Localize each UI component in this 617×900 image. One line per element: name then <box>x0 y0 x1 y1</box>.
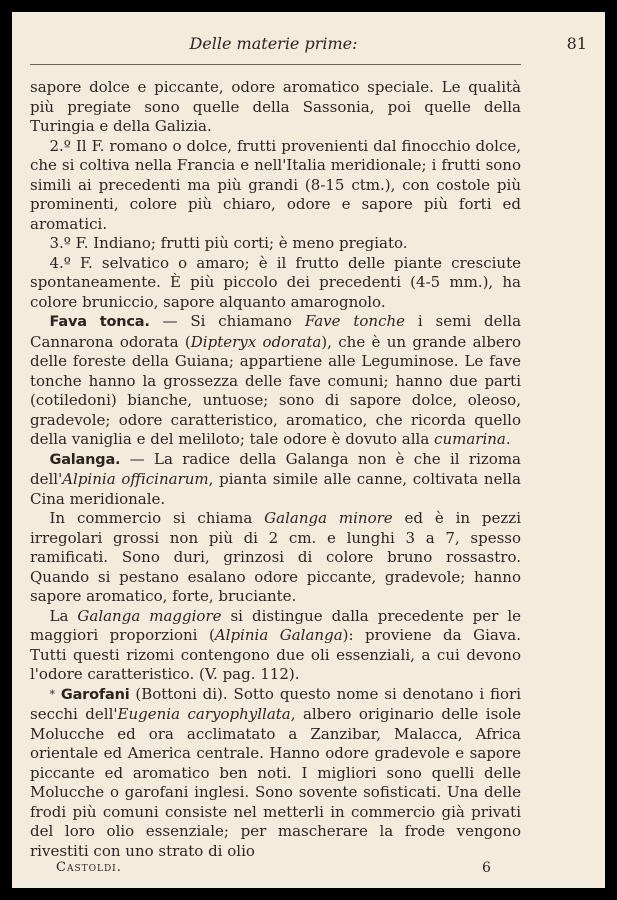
paragraph-garofani: * Garofani (Bottoni di). Sotto questo nome si denotano i fiori secchi dell'Eugenia caryophyllata, albero originario delle isole Molucche ed ora acclimatato a Zanzibar, Malacca, Africa orientale ed America centrale. Hanno odore gradevole e sapore piccante ed aromatico ben noti. I migliori sono quelli delle Molucche o garofani inglesi. Sono sovente sofisticati. Una delle frodi più comuni consiste nel metterli in commercio già privati del loro olio essenziale; per mascherare la frode vengono rivestiti con uno strato di olio <box>30 684 521 860</box>
running-header <box>30 34 517 62</box>
paragraph-fennel-indian: 3.º F. Indiano; frutti più corti; è meno pregiato. <box>49 234 408 252</box>
footer-author: Castoldi. <box>56 860 122 875</box>
entry-term-galanga: Galanga. <box>49 451 121 468</box>
paragraph-galanga-maggiore: La Galanga maggiore si distingue dalla precedente per le maggiori proporzioni (Alpinia Galanga): proviene da Giava. Tutti questi rizomi contengono due oli essenziali, a cui devono l'odore caratteristico. (V. pag. 112). <box>30 606 521 683</box>
paragraph-fava-tonca: Fava tonca. — Si chiamano Fave tonche i semi della Cannarona odorata (Dipteryx odorata), che è un grande albero delle foreste della Guiana; appartiene alle Leguminose. Le fave tonche hanno la grossezza delle fave comuni; hanno due parti (cotiledoni) bianche, untuose; sono di sapore dolce, oleoso, gradevole; odore caratteristico, aromatico, che ricorda quello della vaniglia e del meliloto; tale odore è dovuto alla cumarina. <box>30 312 522 448</box>
asterisk-mark: * <box>49 687 55 701</box>
paragraph-fennel-roman: 2.º Il F. romano o dolce, frutti provenienti dal finocchio dolce, che si coltiva nella Francia e nell'Italia meridionale; i frutti sono simili ai precedenti ma più grandi (8-15 ctm.), con costole più prominenti, colore più chiaro, odore e sapore più forti ed aromatici. <box>30 136 521 233</box>
footer-signature: 6 <box>482 860 491 876</box>
entry-term-garofani: Garofani <box>60 686 130 703</box>
paragraph-continued: sapore dolce e piccante, odore aromatico speciale. Le qualità più pregiate sono quelle della Sassonia, poi quelle della Turingia e della Galizia. <box>30 78 521 135</box>
body-text <box>30 78 521 861</box>
book-page <box>12 12 605 888</box>
paragraph-galanga-minore: In commercio si chiama Galanga minore ed è in pezzi irregolari grossi non più di 2 cm. e lunghi 3 a 7, spesso ramificati. Sono duri, grinzosi di colore bruno rossastro. Quando si pestano esalano odore piccante, gradevole; hanno sapore aromatico, forte, bruciante. <box>30 509 521 605</box>
header-rule <box>30 64 521 65</box>
entry-term-fava-tonca: Fava tonca. <box>49 314 150 330</box>
paragraph-galanga: Galanga. — La radice della Galanga non è che il rizoma dell'Alpinia officinarum, pianta simile alle canne, coltivata nella Cina meridionale. <box>30 449 521 508</box>
paragraph-fennel-wild: 4.º F. selvatico o amaro; è il frutto delle piante cresciute spontaneamente. È più piccolo dei precedenti (4-5 mm.), ha colore bruniccio, sapore alquanto amarognolo. <box>30 253 521 311</box>
page-number: 81 <box>566 34 587 53</box>
header-title: Delle materie prime: <box>189 34 358 53</box>
